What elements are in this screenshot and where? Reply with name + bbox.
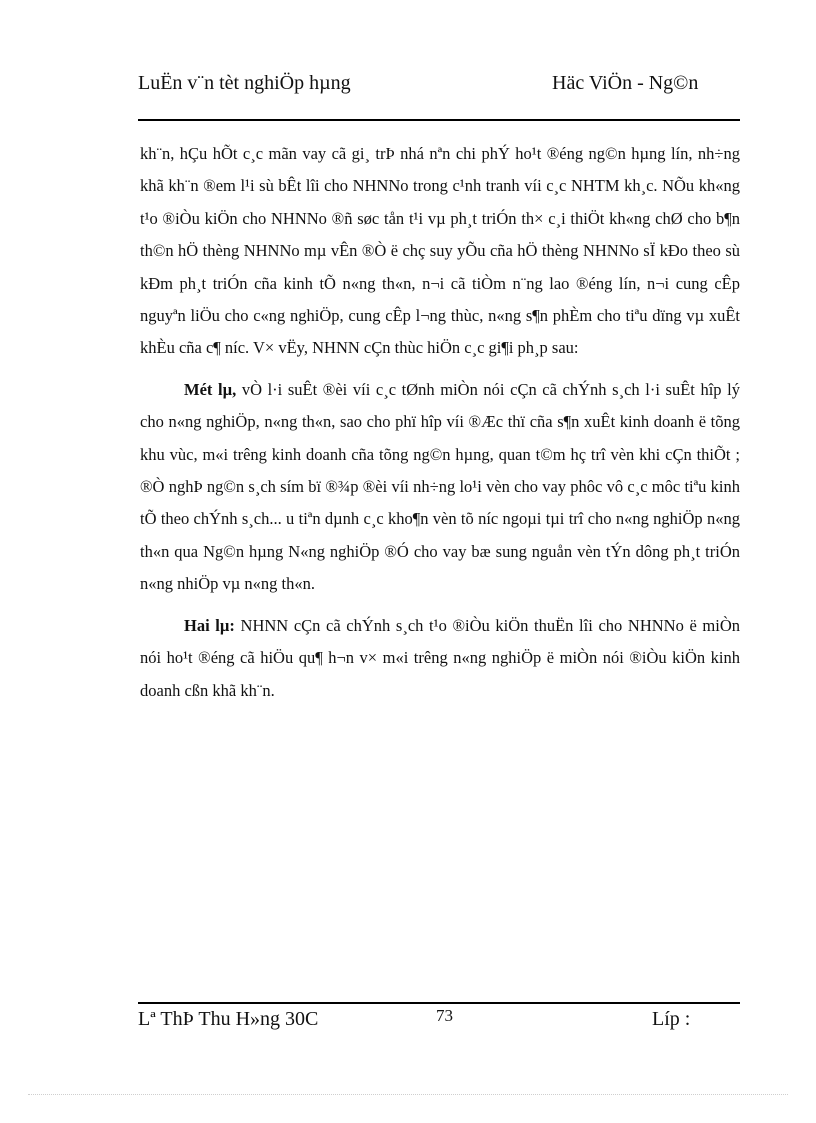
- paragraph-2-text: vÒ l·i suÊt ®èi víi c¸c tØnh miÒn nói cÇn cã chÝnh s¸ch l·i suÊt hîp lý cho n«ng nghiÖp, n«ng th«n, sao cho phï hîp víi ®Æc thï cña s¶n xuÊt kinh doanh ë tõng khu vùc, m«i trêng kinh doanh cña tõng ng©n hµng, quan t©m hç trî vèn khi cÇn thiÕt ; ®Ò nghÞ ng©n s¸ch sím bï ®¾p ®èi víi nh÷ng lo¹i vèn cho vay phôc vô c¸c môc tiªu kinh tÕ theo chÝnh s¸ch... u tiªn dµnh c¸c kho¶n vèn tõ níc ngoµi tµi trî cho n«ng nghiÖp n«ng th«n qua Ng©n hµng N«ng nghiÖp ®Ó cho vay bæ sung nguån vèn tÝn dông ph¸t triÓn n«ng nhiÖp vµ n«ng th«n.: [140, 379, 740, 594]
- footer-class-label: Líp :: [652, 1008, 691, 1030]
- page-number: 73: [436, 1006, 453, 1025]
- header-thesis-title: LuËn v¨n tèt nghiÖp hµng: [138, 72, 351, 94]
- body-text: [140, 138, 740, 707]
- header-institution: Häc ViÖn - Ng©n: [552, 72, 699, 94]
- header-divider: [138, 119, 740, 121]
- footer-divider: [138, 1002, 740, 1004]
- footer-author: Lª ThÞ Thu H»ng 30C: [138, 1008, 319, 1030]
- paragraph-3: [140, 610, 740, 707]
- paragraph-3-lead: Hai lµ:: [184, 615, 235, 635]
- paragraph-2-lead: Mét lµ,: [184, 379, 237, 399]
- paragraph-2: [140, 374, 740, 601]
- paragraph-1: kh¨n, hÇu hÕt c¸c mãn vay cã gi¸ trÞ nhá nªn chi phÝ ho¹t ®éng ng©n hµng lín, nh÷ng khã kh¨n ®em l¹i sù bÊt lîi cho NHNNo trong c¹nh tranh víi c¸c NHTM kh¸c. NÕu kh«ng t¹o ®iÒu kiÖn cho NHNNo ®ñ søc tån t¹i vµ ph¸t triÓn th× c¸i thiÖt kh«ng chØ cho b¶n th©n hÖ thèng NHNNo mµ vÊn ®Ò ë chç suy yÕu cña hÖ thèng NHNNo sÏ kÐo theo sù kÐm ph¸t triÓn cña kinh tÕ n«ng th«n, n¬i cã tiÒm n¨ng lao ®éng lín, n¬i cung cÊp nguyªn liÖu cho c«ng nghiÖp, cung cÊp l¬ng thùc, n«ng s¶n phÈm cho tiªu dïng vµ xuÊt khÈu cña c¶ níc. V× vËy, NHNN cÇn thùc hiÖn c¸c gi¶i ph¸p sau:: [140, 144, 740, 358]
- paragraph-3-text: NHNN cÇn cã chÝnh s¸ch t¹o ®iÒu kiÖn thuËn lîi cho NHNNo ë miÒn nói ho¹t ®éng cã hiÖu qu¶ h¬n v× m«i trêng n«ng nghiÖp ë miÒn nói ®iÒu kiÖn kinh doanh cßn khã kh¨n.: [140, 615, 740, 700]
- page-edge-dotted-line: [28, 1094, 788, 1095]
